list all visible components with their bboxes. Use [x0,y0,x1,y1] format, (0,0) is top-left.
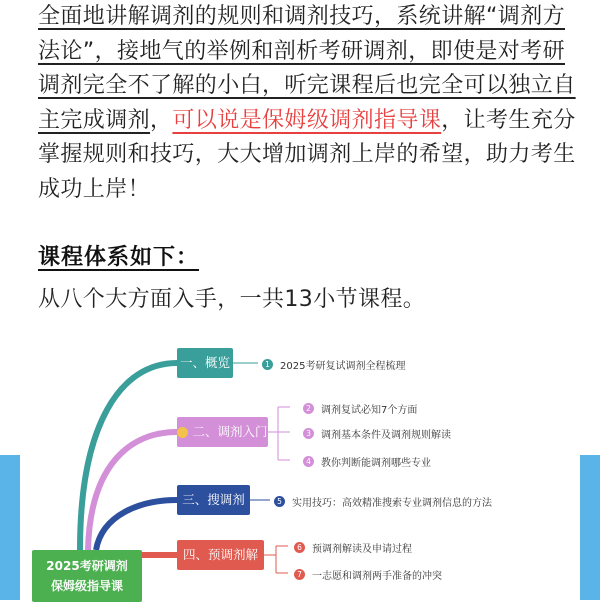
paragraph-segment: ，让考生充分 [441,107,576,133]
branch-search [177,485,250,515]
paragraph-line: 法论”，接地气的举例和剖析考研调剂，即使是对考研 [38,38,565,64]
leaf-text: 一志愿和调剂两手准备的冲突 [312,571,442,582]
connector-3 [96,500,177,550]
leaf-text: 调剂基本条件及调剂规则解读 [321,430,451,441]
paragraph-line [38,104,578,139]
branch-label: 三、搜调剂 [182,492,245,507]
branch-overview [177,348,233,378]
branch-label: 二、调剂入门 [192,424,268,439]
course-mindmap [20,345,580,600]
mindmap-root [32,550,142,602]
leaf-number: 5 [274,496,285,507]
paragraph-line: 掌握规则和技巧，大大增加调剂上岸的希望，助力考生 [38,142,576,167]
leaf-text: 预调剂解读及申请过程 [312,544,412,555]
leaf-number: 4 [303,456,314,467]
leaf-number: 6 [294,542,305,553]
leaf-number: 2 [303,403,314,414]
branch-intro [177,417,268,447]
paragraph-segment: ， [150,107,173,133]
leaf-item-6 [294,540,412,555]
leaf-item-7 [294,567,442,582]
paragraph-line: 调剂完全不了解的小白，听完课程后也完全可以独立自 [38,73,576,98]
branch-label: 四、预调剂解析 [182,547,258,592]
intro-paragraph [38,0,578,207]
paragraph-segment: 主完成调剂 [38,107,151,133]
leaf-number: 3 [303,428,314,439]
leaf-item-2 [303,401,417,416]
leaf-text: 实用技巧：高效精准搜索专业调剂信息的方法 [292,498,492,509]
smiley-icon [177,427,188,438]
leaf-text: 调剂复试必知7个方面 [321,405,418,416]
root-title-line1: 2025考研调剂 [46,559,128,573]
leaf-text: 教你判断能调剂哪些专业 [321,458,431,469]
leaf-number: 7 [294,569,305,580]
highlight-text: 可以说是保姆级调剂指导课 [172,107,442,133]
paragraph-line: 全面地讲解调剂的规则和调剂技巧，系统讲解“调剂方 [38,4,565,29]
section-heading: 课程体系如下： [38,245,200,270]
root-title-line2: 保姆级指导课 [50,579,123,593]
content-card [20,0,580,600]
leaf-connector [264,546,288,573]
paragraph-line: 成功上岸！ [38,176,151,202]
leaf-item-3 [303,426,451,441]
branch-pre-adjust [177,540,264,592]
leaf-text: 2025考研复试调剂全程梳理 [280,361,406,372]
leaf-item-4 [303,454,431,469]
leaf-connector [268,407,290,460]
connector-1 [80,363,177,550]
section-subtitle: 从八个大方面入手，一共13小节课程。 [38,287,426,312]
leaf-item-5 [274,494,492,509]
branch-label: 一、概览 [179,355,230,370]
leaf-number: 1 [262,359,273,370]
leaf-item-1 [262,357,405,372]
